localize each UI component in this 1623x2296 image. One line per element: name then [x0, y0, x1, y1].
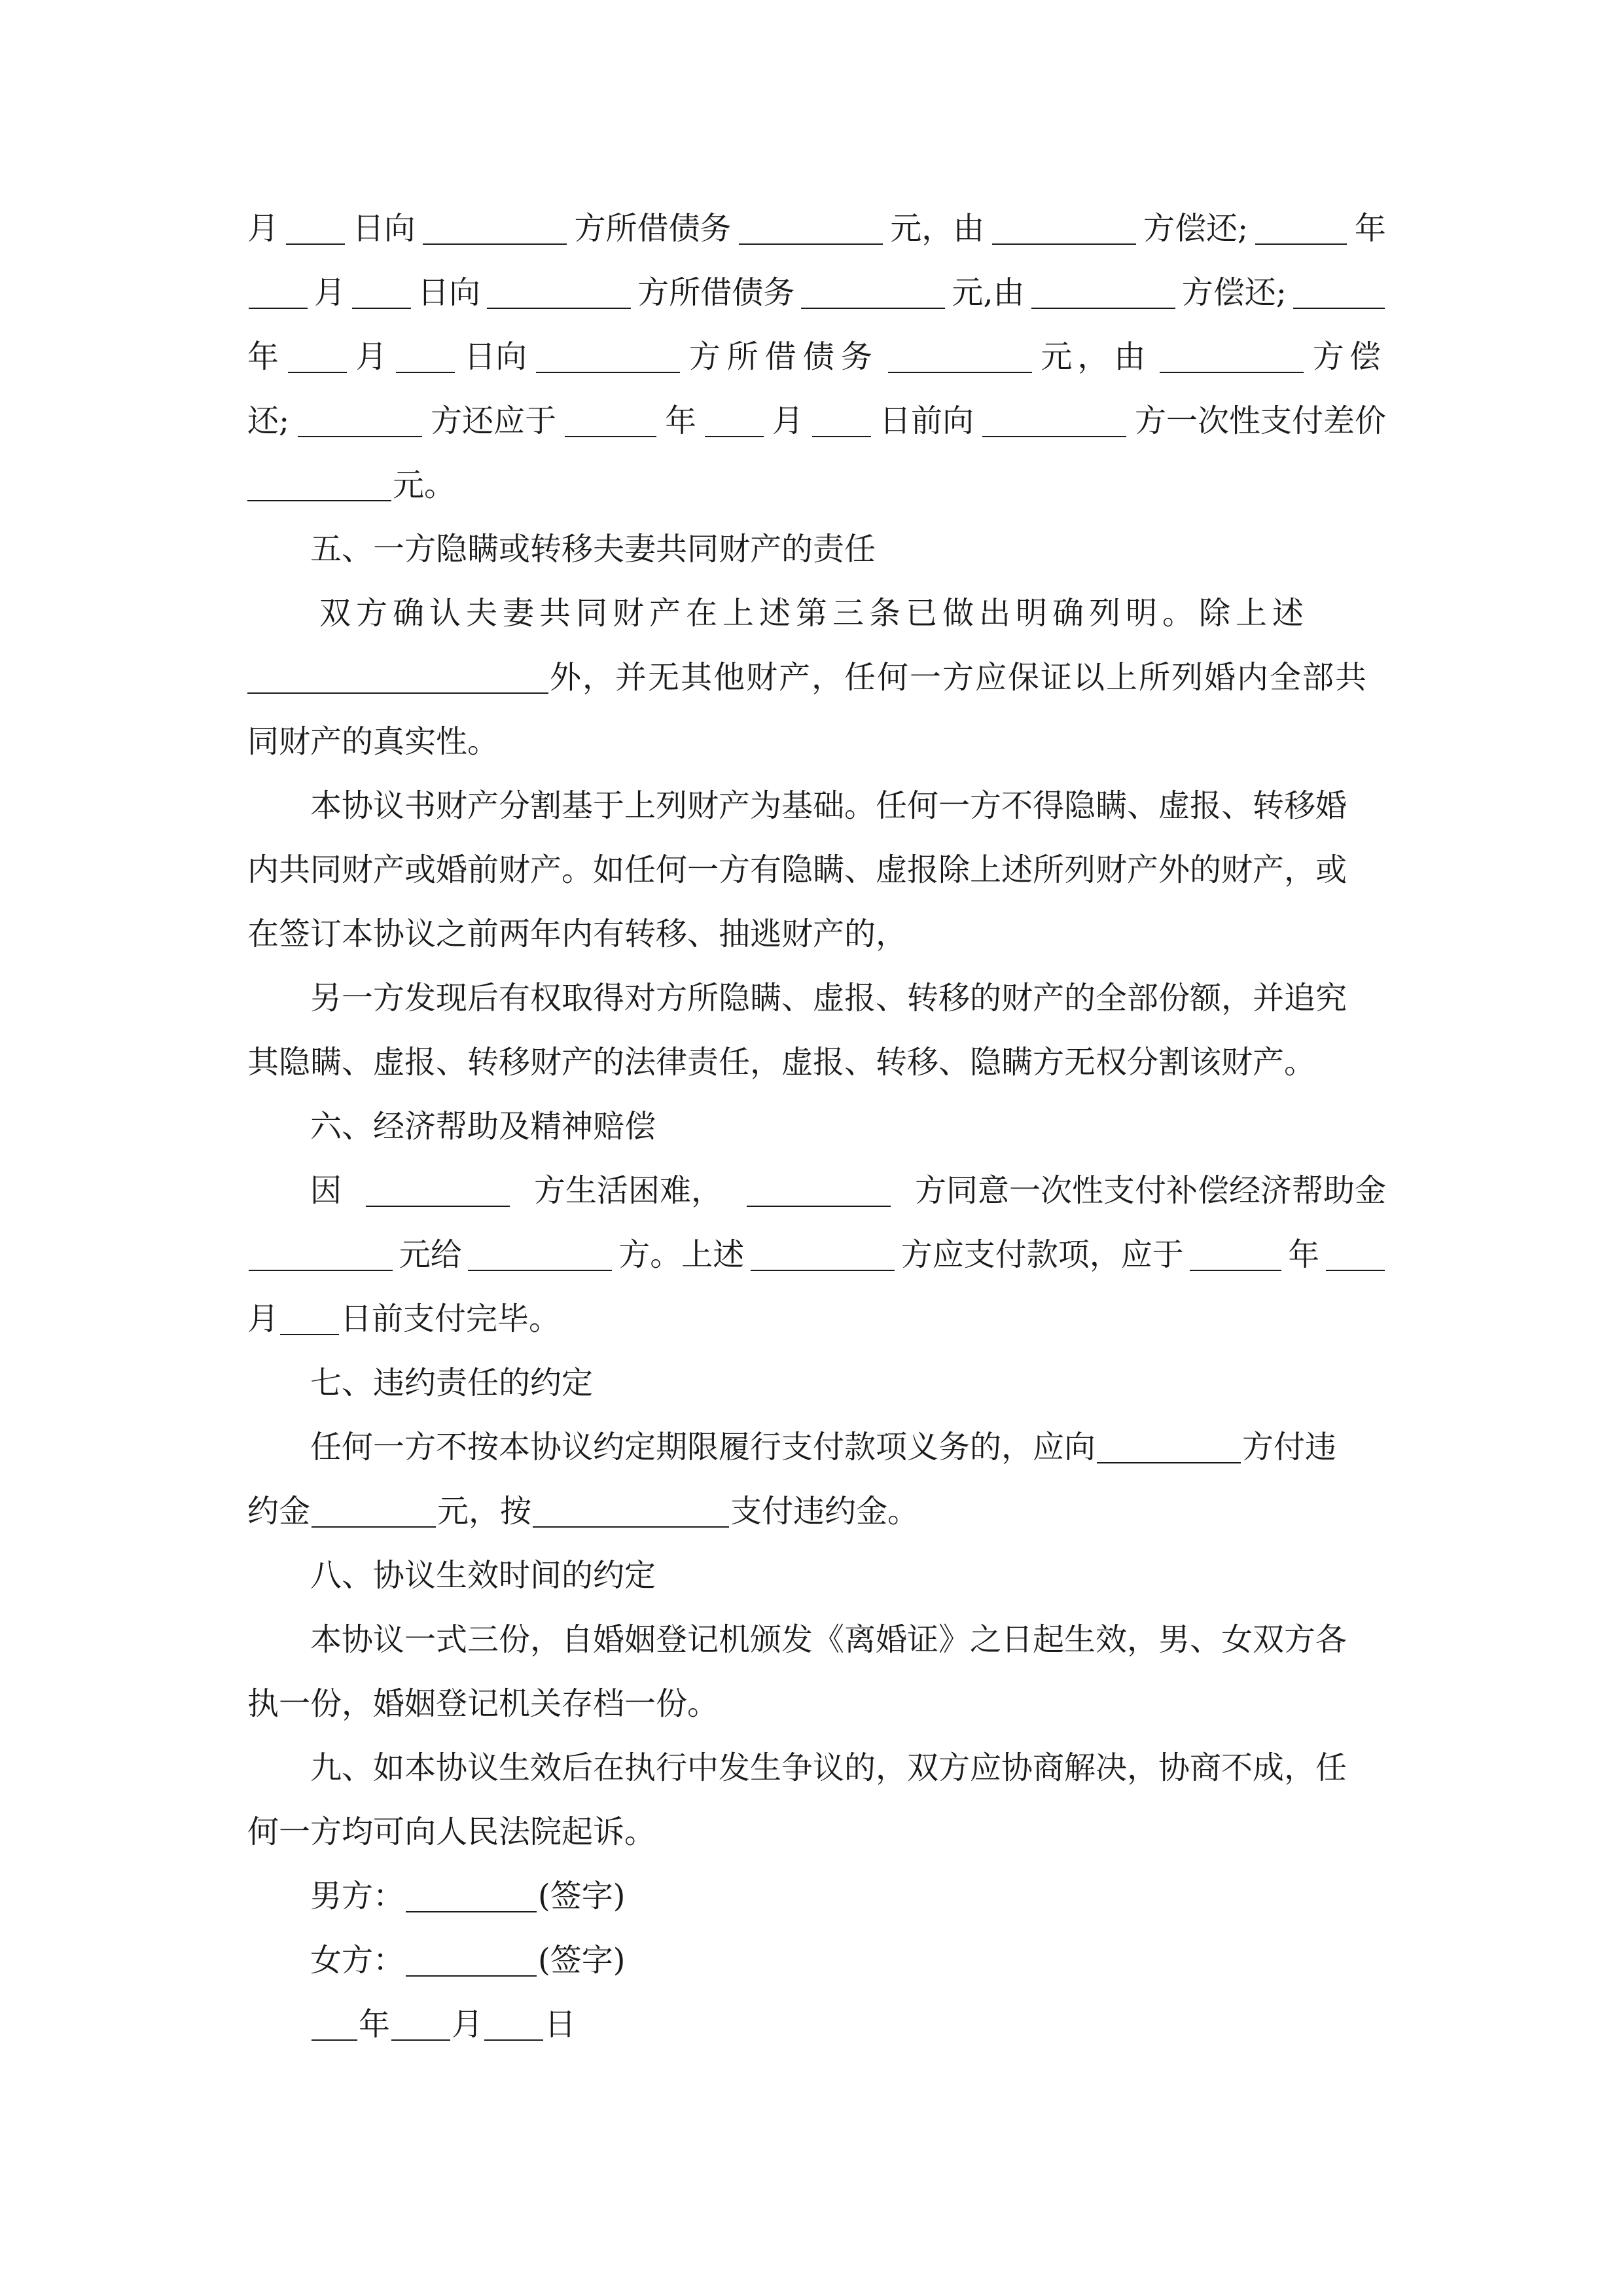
text: 元。: [393, 467, 456, 503]
signature-blank: [406, 1944, 537, 1977]
section-5-para-line: [247, 581, 1458, 645]
text: 其隐瞒、虚报、转移财产的法律责任，虚报、转移、隐瞒方无权分割该财产。: [247, 1044, 1316, 1081]
blank-field: [739, 212, 883, 245]
text: 本协议一式三份，自婚姻登记机颁发《离婚证》之日起生效，男、女双方各: [310, 1621, 1347, 1658]
text: 年: [665, 403, 697, 439]
text: 方还应于: [431, 403, 557, 439]
text: 日: [544, 2006, 577, 2043]
text: 日向: [352, 210, 416, 247]
blank-field: [1160, 340, 1304, 373]
text: 男方：: [310, 1878, 405, 1914]
blank-field: [366, 1174, 510, 1207]
text: 年: [359, 2006, 391, 2043]
debt-line-2: [247, 260, 1386, 325]
blank-field: [1097, 1431, 1241, 1463]
text: 元，由: [890, 210, 985, 247]
blank-field: [247, 661, 548, 694]
section-5-para-line: [247, 645, 1386, 709]
text: 方付违: [1242, 1429, 1337, 1465]
heading-text: 六、经济帮助及精神赔偿: [310, 1108, 656, 1145]
text: 方偿还;: [1181, 274, 1287, 311]
text: 方一次性支付差价: [1134, 403, 1386, 439]
text: 内共同财产或婚前财产。如任何一方有隐瞒、虚报除上述所列财产外的财产，或: [247, 852, 1347, 888]
heading-text: 八、协议生效时间的约定: [310, 1557, 656, 1594]
text: 女方：: [310, 1942, 405, 1979]
section-5-para-line: [247, 774, 1449, 838]
text: 方同意一次性支付补偿经济帮助金: [914, 1172, 1386, 1209]
text: 方所借债务: [574, 210, 732, 247]
text: 支付违约金。: [730, 1493, 919, 1530]
blank-field: [982, 404, 1126, 437]
section-9-line-2: [247, 1800, 1386, 1864]
text: (签字): [538, 1942, 626, 1979]
blank-field: [812, 404, 871, 437]
section-6-line-1: [247, 1158, 1386, 1223]
blank-field: [751, 1238, 895, 1271]
blank-field: [1326, 1238, 1385, 1271]
text: 月: [355, 338, 387, 375]
text: 何一方均可向人民法院起诉。: [247, 1814, 656, 1850]
blank-field: [1190, 1238, 1281, 1271]
text: (签字): [538, 1878, 626, 1914]
heading-text: 五、一方隐瞒或转移夫妻共同财产的责任: [310, 531, 876, 567]
blank-field: [565, 404, 656, 437]
section-5-para-line: [247, 838, 1386, 902]
blank-field: [391, 2008, 450, 2041]
text: 外，并无其他财产，任何一方应保证以上所列婚内全部共: [550, 659, 1368, 696]
debt-line-4: [247, 389, 1386, 453]
blank-field: [1031, 276, 1175, 309]
male-signature-line: [247, 1864, 1449, 1928]
section-6-line-3: [247, 1287, 1386, 1351]
blank-field: [1293, 276, 1385, 309]
section-5-para-line: [247, 1030, 1386, 1094]
section-8-line-2: [247, 1672, 1386, 1736]
blank-field: [423, 212, 567, 245]
section-6-heading: [247, 1094, 1449, 1158]
text: 月: [314, 274, 346, 311]
text: 月: [247, 1300, 279, 1337]
female-signature-line: [247, 1928, 1449, 1992]
blank-field: [286, 212, 345, 245]
section-9-line-1: [247, 1736, 1449, 1800]
section-7-line-2: [247, 1479, 1386, 1543]
section-8-line-1: [247, 1607, 1449, 1672]
section-5-heading: [247, 517, 1449, 581]
heading-text: 七、违约责任的约定: [310, 1365, 594, 1401]
blank-field: [280, 1302, 339, 1335]
blank-field: [468, 1238, 612, 1271]
text: 日向: [418, 274, 481, 311]
text: 日前支付完毕。: [340, 1300, 561, 1337]
blank-field: [536, 340, 680, 373]
blank-field: [312, 1495, 436, 1528]
text: 月: [452, 2006, 484, 2043]
section-7-line-1: [247, 1415, 1449, 1479]
text: 因: [310, 1172, 342, 1209]
text: 月: [772, 403, 804, 439]
text: 方生活困难，: [533, 1172, 722, 1209]
blank-field: [352, 276, 411, 309]
section-5-para-line: [247, 709, 1386, 774]
text: 执一份，婚姻登记机关存档一份。: [247, 1685, 719, 1722]
blank-field: [747, 1174, 891, 1207]
blank-field: [298, 404, 422, 437]
blank-field: [888, 340, 1032, 373]
text: 另一方发现后有权取得对方所隐瞒、虚报、转移的财产的全部份额，并追究: [310, 980, 1347, 1016]
text: 在签订本协议之前两年内有转移、抽逃财产的，: [247, 916, 908, 952]
text: 日前向: [879, 403, 974, 439]
text: 元,由: [952, 274, 1025, 311]
text: 还;: [247, 403, 290, 439]
text: 同财产的真实性。: [247, 723, 499, 760]
section-5-para-line: [247, 966, 1449, 1030]
text: 方。上述: [618, 1236, 745, 1273]
blank-field: [484, 2008, 543, 2041]
text: 日向: [464, 338, 527, 375]
text: 双方确认夫妻共同财产在上述第三条已做出明确列明。除上述: [319, 595, 1310, 632]
text: 年: [1288, 1236, 1320, 1273]
debt-line-3: [247, 325, 1386, 389]
blank-field: [801, 276, 945, 309]
blank-field: [288, 340, 347, 373]
blank-field: [705, 404, 764, 437]
section-7-heading: [247, 1351, 1449, 1415]
debt-line-5: [247, 453, 1386, 517]
blank-field: [1255, 212, 1347, 245]
text: 方偿: [1312, 338, 1386, 375]
text: 九、如本协议生效后在执行中发生争议的，双方应协商解决，协商不成，任: [310, 1749, 1347, 1786]
signature-blank: [406, 1880, 537, 1912]
blank-field: [396, 340, 455, 373]
text: 元，由: [1041, 338, 1151, 375]
text: 方应支付款项，应于: [901, 1236, 1184, 1273]
debt-line-1: [247, 196, 1386, 260]
blank-field: [533, 1495, 729, 1528]
section-8-heading: [247, 1543, 1449, 1607]
text: 方所借债务: [688, 338, 879, 375]
blank-field: [487, 276, 631, 309]
text: 年: [1354, 210, 1386, 247]
text: 任何一方不按本协议约定期限履行支付款项义务的，应向: [310, 1429, 1096, 1465]
text: 年: [247, 338, 279, 375]
text: 元，按: [437, 1493, 532, 1530]
blank-field: [249, 276, 308, 309]
section-6-line-2: [247, 1223, 1386, 1287]
text: 方所借债务: [637, 274, 795, 311]
text: 月: [247, 210, 279, 247]
text: 约金: [247, 1493, 311, 1530]
text: 方偿还;: [1143, 210, 1249, 247]
text: 本协议书财产分割基于上列财产为基础。任何一方不得隐瞒、虚报、转移婚: [310, 787, 1347, 824]
blank-field: [992, 212, 1136, 245]
date-line: [247, 1992, 1449, 2056]
blank-field: [249, 1238, 393, 1271]
section-5-para-line: [247, 902, 1386, 966]
blank-field: [247, 469, 391, 501]
blank-field: [312, 2008, 357, 2041]
text: 元给: [399, 1236, 462, 1273]
